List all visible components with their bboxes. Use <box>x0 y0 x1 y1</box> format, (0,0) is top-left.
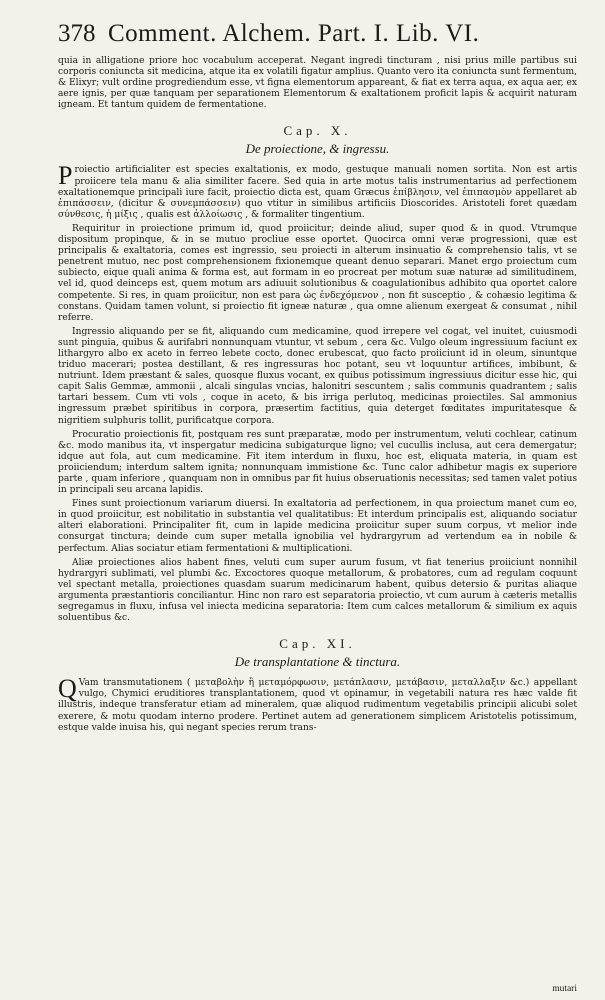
chapter-10-title: De proiectione, & ingressu. <box>245 141 390 157</box>
page-header <box>58 20 577 56</box>
dropcap-q: Q <box>58 674 77 704</box>
chapter-10-paragraph-2: Requiritur in proiectione primum id, quod proiicitur; deinde aliud, super quod & in quod. Vtrumque dispositum propinque, & in se mutuo procliue esse oportet. Quocirca omni veræ progressioni, quæ est principalis & exaltatoria, comes est ingressio, seu proiecti in alterum insinuatio & comprehensio talis, vt se penetrent mutuo, nec post comprehensionem fixionemque queant denuo separari. Manet ergo proiectum cum subiecto, eique quali anima & forma est, aut formam in eo procreat per motum suæ naturæ ad similitudinem, vel id, quod deinceps est, quem motum ars adiuuit solutionibus & coagulationibus adhibito qua oportet calore competente. Si res, in quam proiicitur, non est para ὡς ἐνδεχόμενον , non fit susceptio , & cohæsio legitima & constans. Quidam tamen volunt, si proiectio fit igneæ naturæ , qua omne alienum exergeat & consumat , nihil referre. <box>58 223 577 323</box>
chapter-10-paragraph-5: Fines sunt proiectionum variarum diuersi. In exaltatoria ad perfectionem, in qua proiectum manet cum eo, in quod proiicitur, est nobilitatio in substantia vel qualitatibus: Et interdum principalis est, aliquando sociatur alteri elaborationi. Principaliter fit, cum in lapide medicina proiicitur super suum corpus, vt melior inde consurgat tinctura; deinde cum super metalla ignobilia vel hydrargyrum ad vertendum ea in nobile & perfectum. Alias sociatur etiam fermentationi & multiplicationi. <box>58 499 577 554</box>
page-number: 378 <box>58 20 96 47</box>
paragraph-text: roiectio artificialiter est species exaltationis, ex modo, gestuque manuali nomen sortita. Non est artis proiicere tela manu & alia similiter facere. Sed quia in arte motus talis instrumentarius ad perfectionem exaltationemque principali iure facit, proiectio dicta est, quam Græcus ἐπίβλησιν, vel ἐπιπασμὸν appellaret ab ἐπιπάσσειν, (dicitur & συνεμπάσσειν) quo vtitur in similibus artificiis Dioscorides. Aristoteli foret quædam σύνθεσις, ἡ μίξις , qualis est ἀλλοίωσις , & formaliter tingentium. <box>58 165 577 220</box>
chapter-10-paragraph-1 <box>58 161 577 220</box>
chapter-10-paragraph-6: Aliæ proiectiones alios habent fines, veluti cum super aurum fusum, vt fiat tenerius proiiciunt nonnihil hydrargyri sublimati, vel plumbi &c. Excoctores quoque metallorum, & probatores, cum ad regulam coquunt vel spectant metalla, proiectiones quasdam suarum medicinarum habent, quibus detersio & puritas aliaque argumenta præstantioris conciliantur. Hinc non raro est separatoria proiectio, vt cum aurum à cæteris metallis segregamus in fluxu, infusa vel iniecta medicina separatoria: Item cum calces metallorum & similium ex aquis soluentibus &c. <box>58 557 577 624</box>
catchword: mutari <box>552 984 577 994</box>
running-head: Comment. Alchem. Part. I. Lib. VI. <box>108 20 480 47</box>
chapter-11-paragraph-1 <box>58 674 577 733</box>
chapter-10-paragraph-3: Ingressio aliquando per se fit, aliquando cum medicamine, quod irrepere vel cogat, vel inuitet, cuiusmodi sunt pinguia, quibus & aurifabri nonnunquam vtuntur, vt sebum , cera &c. Vulgo oleum ingressiuum faciunt ex lithargyro albo ex aceto in ferreo lebete cocto, donec erubescat, quo facto proiiciunt id in oleum, sinuntque triduo macerari; postea destillant, & res ingressuras hoc potant, seu vt loquuntur artifices, imbibunt, & nutriunt. Idem præstant & sales, quosque fluxus vocant, ex quibus potissimum ingressiuus dicitur esse hic, qui capit Salis Gemmæ, ammonii , alcali singulas vncias, halonitri sescuntem ; salis communis quadrantem ; salis tartari bessem. Cum vti vols , coque in aceto, & bis irriga perlutoq, medicinas proiectiles. Sal ammonius ingressum præbet spiritibus in corpora, præsertim factitius, quia deterget fœditates impuritatesque & nigritiem sulphuris tollit, purificatque corpora. <box>58 326 577 426</box>
chapter-10-heading: Cap. X. <box>283 123 352 139</box>
paragraph-text: Vam transmutationem ( μεταβολὴν ἢ μεταμόρφωσιν, μετάπλασιν, μετάβασιν, μεταλλαξιν &c.) appellant vulgo, Chymici eruditiores transplantationem, quod vt opinamur, in vegetabili natura res hæc valde fit illustris, indeque transferatur etiam ad mineralem, quæ aliquod rudimentum vegetabilis principii alicubi solet exerere, & motu quodam interno prodere. Pertinet autem ad generationem simplicem Aristotelis potissimum, estque valde inuisa his, qui negant species rerum trans- <box>58 678 577 733</box>
dropcap-p: P <box>58 161 73 191</box>
chapter-11-title: De transplantatione & tinctura. <box>234 654 401 670</box>
intro-paragraph: quia in alligatione priore hoc vocabulum acceperat. Negant ingredi tincturam , nisi prius mille partibus sui corporis coniuncta sit medicina, atque ita ex volatili figatur amplius. Quanto vero ita coniuncta sunt fermentum, & Elixyr; vult ordine progrediendum esse, vt figna elementorum appareant, & fiat ex terra aqua, ex aqua aer, ex aere ignis, per quæ tanquam per separationem Elementorum & exaltationem proficit lapis & acquirit naturam igneam. Et tantum quidem de fermentatione. <box>58 56 577 111</box>
chapter-11-heading: Cap. XI. <box>279 636 356 652</box>
chapter-10-paragraph-4: Procuratio proiectionis fit, postquam res sunt præparatæ, modo per instrumentum, veluti cochlear, catinum &c. modo manibus ita, vt inspergatur medicina subigaturque ligno; vel cucullis inclusa, aut cera demergatur; idque aut fola, aut cum medicamine. Fit item interdum in fluxu, hoc est, eliquata materia, in quam est proiiciendum; interdum saltem ignita; nonnunquam immistione &c. Tunc calor adhibetur magis ex superiore parte , quam inferiore , quanquam non in omnibus par fit huius obseruationis necessitas; sed tamen valet potius in principali seu arcana lapidis. <box>58 429 577 496</box>
